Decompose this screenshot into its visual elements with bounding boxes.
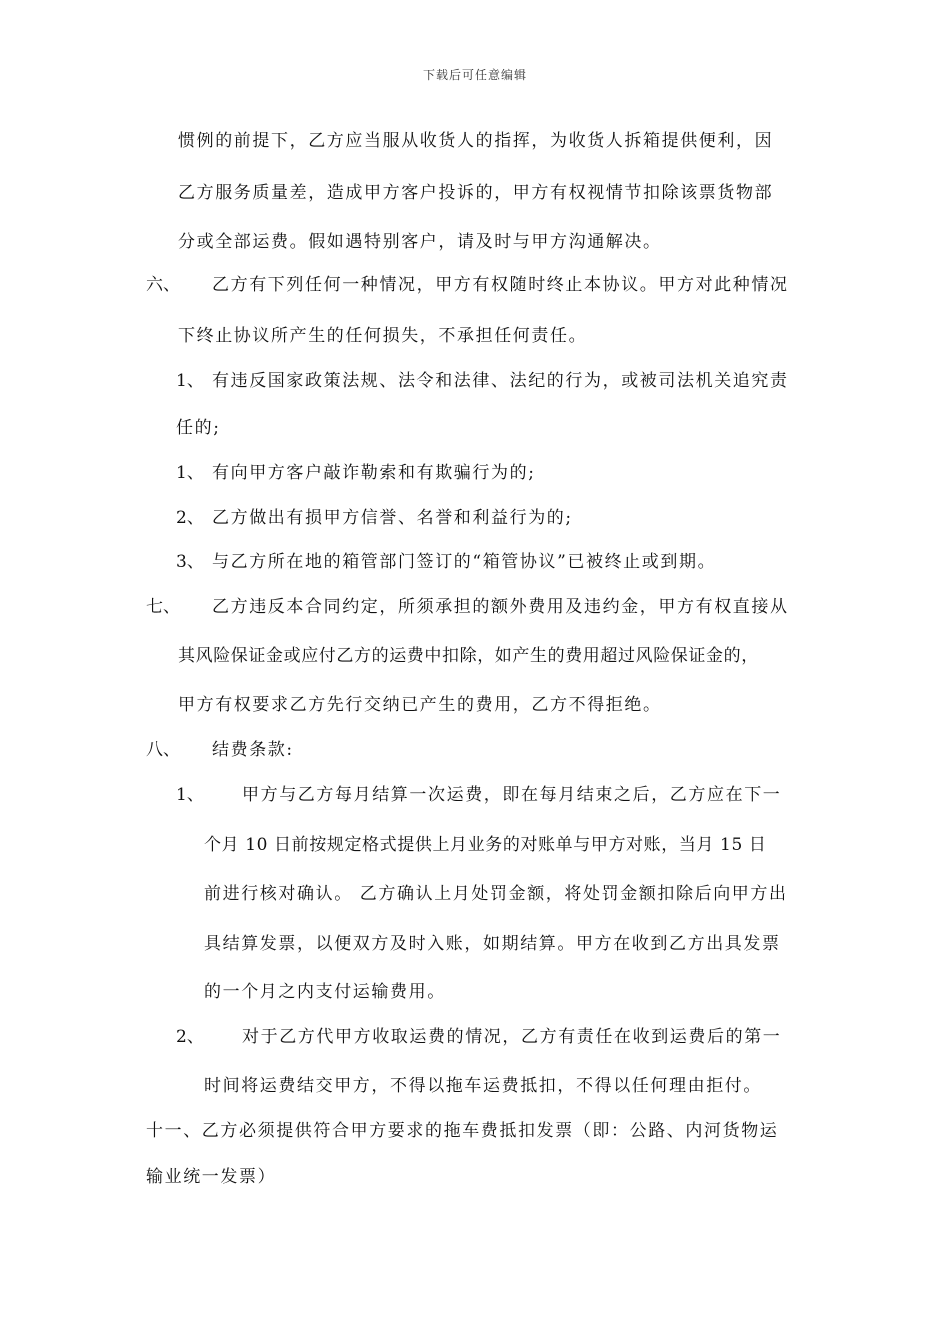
item-number: 1、	[176, 785, 204, 805]
item-number: 3、	[176, 552, 204, 572]
item-number: 2、	[176, 1027, 204, 1047]
text-line: 分或全部运费。假如遇特别客户，请及时与甲方沟通解决。	[178, 232, 662, 252]
text-line: 具结算发票，以便双方及时入账，如期结算。甲方在收到乙方出具发票	[204, 934, 781, 954]
text-line: 乙方违反本合同约定，所须承担的额外费用及违约金，甲方有权直接从	[212, 597, 789, 617]
text-line: 甲方与乙方每月结算一次运费，即在每月结束之后，乙方应在下一	[242, 785, 782, 805]
text-line: 甲方有权要求乙方先行交纳已产生的费用，乙方不得拒绝。	[178, 695, 662, 715]
section-number: 七、	[146, 597, 180, 617]
item-number: 2、	[176, 508, 204, 528]
text-line: 任的;	[176, 418, 221, 438]
text-line: 下终止协议所产生的任何损失，不承担任何责任。	[178, 326, 588, 346]
item-number: 1、	[176, 463, 204, 483]
text-line: 前进行核对确认。 乙方确认上月处罚金额，将处罚金额扣除后向甲方出	[204, 884, 788, 904]
text-line: 惯例的前提下，乙方应当服从收货人的指挥，为收货人拆箱提供便利，因	[178, 131, 774, 151]
text-line: 有违反国家政策法规、法令和法律、法纪的行为，或被司法机关追究责	[212, 371, 789, 391]
section-title: 结费条款:	[212, 740, 294, 760]
text-line: 个月 10 日前按规定格式提供上月业务的对账单与甲方对账，当月 15 日	[204, 835, 767, 855]
text-line: 乙方服务质量差，造成甲方客户投诉的，甲方有权视情节扣除该票货物部	[178, 183, 774, 203]
text-line: 时间将运费结交甲方，不得以拖车运费抵扣，不得以任何理由拒付。	[204, 1076, 762, 1096]
text-line: 其风险保证金或应付乙方的运费中扣除，如产生的费用超过风险保证金的，	[178, 646, 759, 666]
text-line: 与乙方所在地的箱管部门签订的“箱管协议”已被终止或到期。	[212, 552, 717, 572]
item-number: 1、	[176, 371, 204, 391]
text-line: 输业统一发票）	[146, 1167, 277, 1187]
text-line: 乙方有下列任何一种情况，甲方有权随时终止本协议。甲方对此种情况	[212, 275, 789, 295]
section-number: 六、	[146, 275, 180, 295]
text-line: 乙方做出有损甲方信誉、名誉和利益行为的;	[212, 508, 573, 528]
text-line: 有向甲方客户敲诈勒索和有欺骗行为的;	[212, 463, 536, 483]
text-line: 十一、乙方必须提供符合甲方要求的拖车费抵扣发票（即：公路、内河货物运	[146, 1121, 779, 1141]
page-header: 下载后可任意编辑	[422, 68, 527, 82]
section-number: 八、	[146, 740, 180, 760]
text-line: 对于乙方代甲方收取运费的情况，乙方有责任在收到运费后的第一	[242, 1027, 782, 1047]
text-line: 的一个月之内支付运输费用。	[204, 982, 446, 1002]
